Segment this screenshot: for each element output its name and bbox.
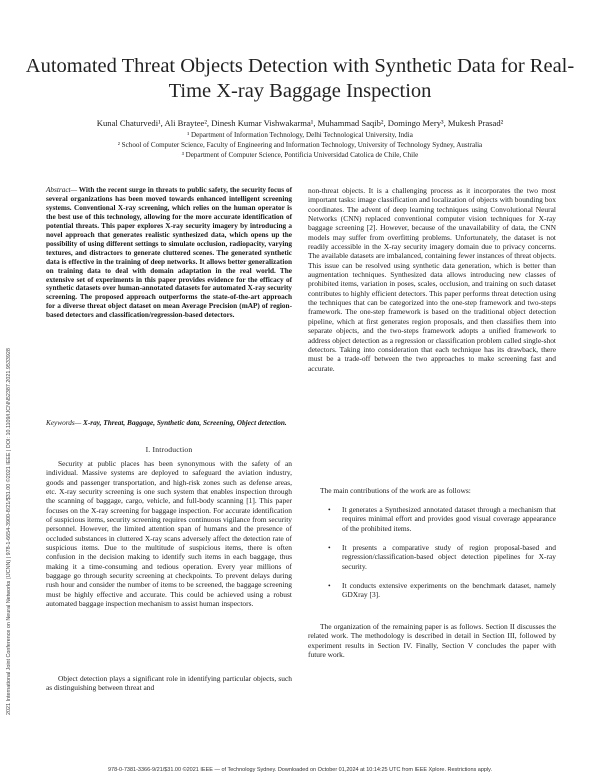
list-item bbox=[308, 505, 556, 533]
contributions-lead: The main contributions of the work are as follows: bbox=[320, 486, 471, 495]
affiliation-2: ² School of Computer Science, Faculty of Engineering and Information Technology, University of Technology Sydney, Australia bbox=[117, 141, 483, 149]
keywords bbox=[46, 419, 292, 428]
paper-title: Automated Threat Objects Detection with Synthetic Data for Real-Time X-ray Baggage Inspection bbox=[25, 55, 575, 102]
list-item-text: It generates a Synthesized annotated dataset through a mechanism that requires minimal effort and provides good visual coverage appearance of the prohibited items. bbox=[342, 505, 556, 533]
right-column-paragraph: non-threat objects. It is a challenging process as it incorporates the two most important tasks: image classification and localization of objects with bounding box coordinates. The advent of deep learning techniques using Convolutional Neural Networks (CNN) replaced conventional computer vision techniques for X-ray baggage screening [2]. However, because of the unavailability of data, the CNN models may suffer from overfitting problems. Unfortunately, the dataset is not readily accessible in the X-ray security imagery domain due to privacy concerns. The available datasets are imbalanced, containing fewer instances of threat objects. This issue can be resolved using synthetic data generation, which is better than augmentation techniques. Synthesized data allows introducing new classes of prohibited items, variation in poses, scales, occlusion, and training on such dataset contributes to highly efficient detectors. This paper performs threat detection using the techniques that can be categorized into the one-step framework and two-steps framework. The one-step framework is based on the traditional object detection pipeline, which at first generates region proposals, and then classifies them into separate objects, and the two-steps framework adopts a unified framework to address object detection as a regression or classification problem called single-shot detectors. Taking into consideration that each technique has its drawback, there must be a trade-off between the two approaches to make screening fast and accurate. bbox=[308, 186, 556, 373]
list-item-text: It presents a comparative study of region proposal-based and regression/classification-based object detection pipelines for X-ray security. bbox=[342, 543, 556, 571]
bullet-marker: • bbox=[328, 543, 331, 553]
list-item bbox=[308, 581, 556, 600]
intro-paragraph-2: Object detection plays a significant role in identifying particular objects, such as distinguishing between threat and bbox=[46, 674, 292, 693]
list-item-text: It conducts extensive experiments on the benchmark dataset, namely GDXray [3]. bbox=[342, 581, 556, 600]
bullet-marker: • bbox=[328, 581, 331, 591]
affiliation-1: ¹ Department of Information Technology, Delhi Technological University, India bbox=[187, 131, 413, 139]
intro-paragraph-1: Security at public places has been synonymous with the safety of an individual. Massive systems are deployed to safeguard the aviation industry, goods and passenger transportation, and high-risk zones such as defense areas, etc. X-ray security screening is one such system that enables inspection through the scanning of baggage, cargo, vehicle, and full-body scanning [1]. This paper focuses on the X-ray screening for baggage inspection. For accurate identification of suspicious items, security screening requires continuous vigilance from security personnel. However, the limited attention span of humans and the presence of occluded substances in cluttered X-ray scans adversely affect the detection rate of suspicious items. Due to the multitude of suspicious items, there is often confusion in the decision making to identify such items in each baggage, thus making it a time-consuming and tedious operation. Every year millions of baggage go through security screening at checkpoints. To prevent delays during rush hour and consider the number of items to be screened, the baggage screening must be highly effective and accurate. This could be achieved using a robust automated baggage inspection mechanism to assist human inspectors. bbox=[46, 459, 292, 609]
keywords-text: X-ray, Threat, Baggage, Synthetic data, Screening, Object detection. bbox=[81, 419, 287, 427]
list-item bbox=[308, 543, 556, 571]
affiliation-3: ³ Department of Computer Science, Pontificia Universidad Catolica de Chile, Chile bbox=[181, 151, 419, 159]
section-heading-introduction: I. Introduction bbox=[145, 445, 193, 454]
ieee-sidebar-citation: 2021 International Joint Conference on Neural Networks (IJCNN) | 978-1-6654-3900-8/21/$31.00 ©2021 IEEE | DOI: 10.1109/IJCNN52387.2021.9533928 bbox=[6, 348, 12, 715]
keywords-lead: Keywords— bbox=[46, 419, 82, 427]
contributions-list bbox=[308, 505, 556, 610]
abstract-lead: Abstract— bbox=[46, 186, 78, 194]
organization-paragraph: The organization of the remaining paper is as follows. Section II discusses the related work. The methodology is described in detail in Section III, followed by experiment results in Section IV. Finally, Section V concludes the paper with future work. bbox=[308, 622, 556, 660]
abstract-text: With the recent surge in threats to public safety, the security focus of several organizations has been moved towards enhanced intelligent screening systems. Conventional X-ray screening, which relies on the human operator is the best use of this technology, allowing for the more accurate identification of potential threats. This paper explores X-ray security imagery by introducing a novel approach that generates realistic synthesized data, which opens up the possibility of using different settings to simulate occlusion, radiopacity, varying textures, and distractors to generate cluttered scenes. The generated synthetic data is effective in the training of deep networks. It allows better generalization on training data to deal with domain adaptation in the real world. The extensive set of experiments in this paper provides evidence for the efficacy of synthetic datasets over human-annotated datasets for automated X-ray security screening. The proposed approach outperforms the state-of-the-art approach for a diverse threat object dataset on mean Average Precision (mAP) of region-based detectors and classification/regression-based detectors. bbox=[46, 186, 292, 320]
abstract bbox=[46, 186, 292, 320]
download-footer: 978-0-7381-3366-9/21/$31.00 ©2021 IEEE — of Technology Sydney. Downloaded on October 01,2024 at 10:14:25 UTC from IEEE Xplore. Restrictions apply. bbox=[107, 767, 493, 773]
author-list: Kunal Chaturvedi¹, Ali Braytee², Dinesh Kumar Vishwakarma¹, Muhammad Saqib², Domingo Mery³, Mukesh Prasad² bbox=[96, 118, 504, 128]
bullet-marker: • bbox=[328, 505, 331, 514]
